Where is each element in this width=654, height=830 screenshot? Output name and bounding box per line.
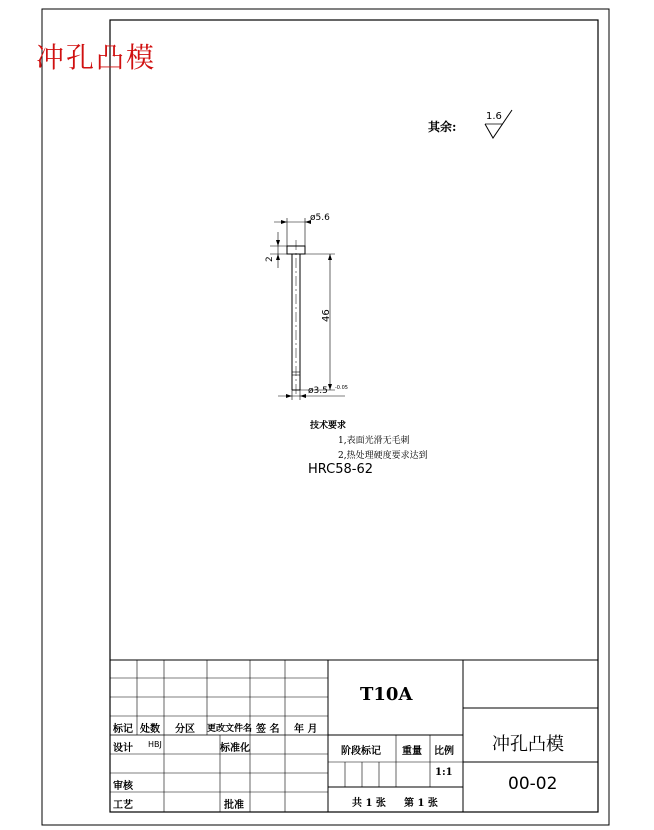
col-date: 年 月	[294, 724, 318, 735]
drawing-title: 冲孔凸模	[36, 41, 157, 74]
col-count: 处数	[140, 724, 160, 735]
sheets-total: 共 1 张	[352, 798, 386, 809]
roughness-label: 其余:	[428, 120, 457, 134]
label-standardize: 标准化	[220, 743, 250, 754]
dim-head-diameter: ø5.6	[310, 213, 330, 223]
col-mark: 标记	[113, 724, 133, 735]
dim-shank-diameter: ø3.5	[308, 386, 328, 396]
roughness-value: 1.6	[486, 111, 502, 122]
part-name: 冲孔凸模	[492, 734, 564, 755]
col-change-doc: 更改文件名	[207, 724, 253, 734]
label-process: 工艺	[113, 800, 133, 811]
tech-req-heading: 技术要求	[310, 421, 347, 431]
dim-shank-tolerance: -0.05	[335, 385, 348, 391]
label-design: 设计	[113, 743, 133, 754]
label-weight: 重量	[402, 746, 422, 757]
tech-req-item-2: 2,热处理硬度要求达到	[338, 451, 428, 461]
label-approve: 批准	[224, 800, 244, 811]
designer-name: HBJ	[148, 740, 162, 749]
col-sign: 签 名	[256, 724, 280, 735]
punch-drawing	[270, 218, 345, 400]
label-stage-mark: 阶段标记	[341, 746, 381, 757]
tech-req-item-1: 1,表面光滑无毛刺	[338, 436, 410, 446]
dim-head-height: 2	[265, 256, 275, 262]
sheet-number: 第 1 张	[404, 798, 438, 809]
col-zone: 分区	[175, 724, 195, 735]
label-review: 审核	[113, 781, 133, 792]
drawing-number: 00-02	[508, 774, 558, 794]
label-scale: 比例	[434, 746, 454, 757]
material: T10A	[360, 684, 413, 705]
dim-length: 46	[321, 309, 332, 322]
scale-value: 1:1	[435, 767, 453, 778]
tech-req-hardness: HRC58-62	[308, 462, 374, 477]
